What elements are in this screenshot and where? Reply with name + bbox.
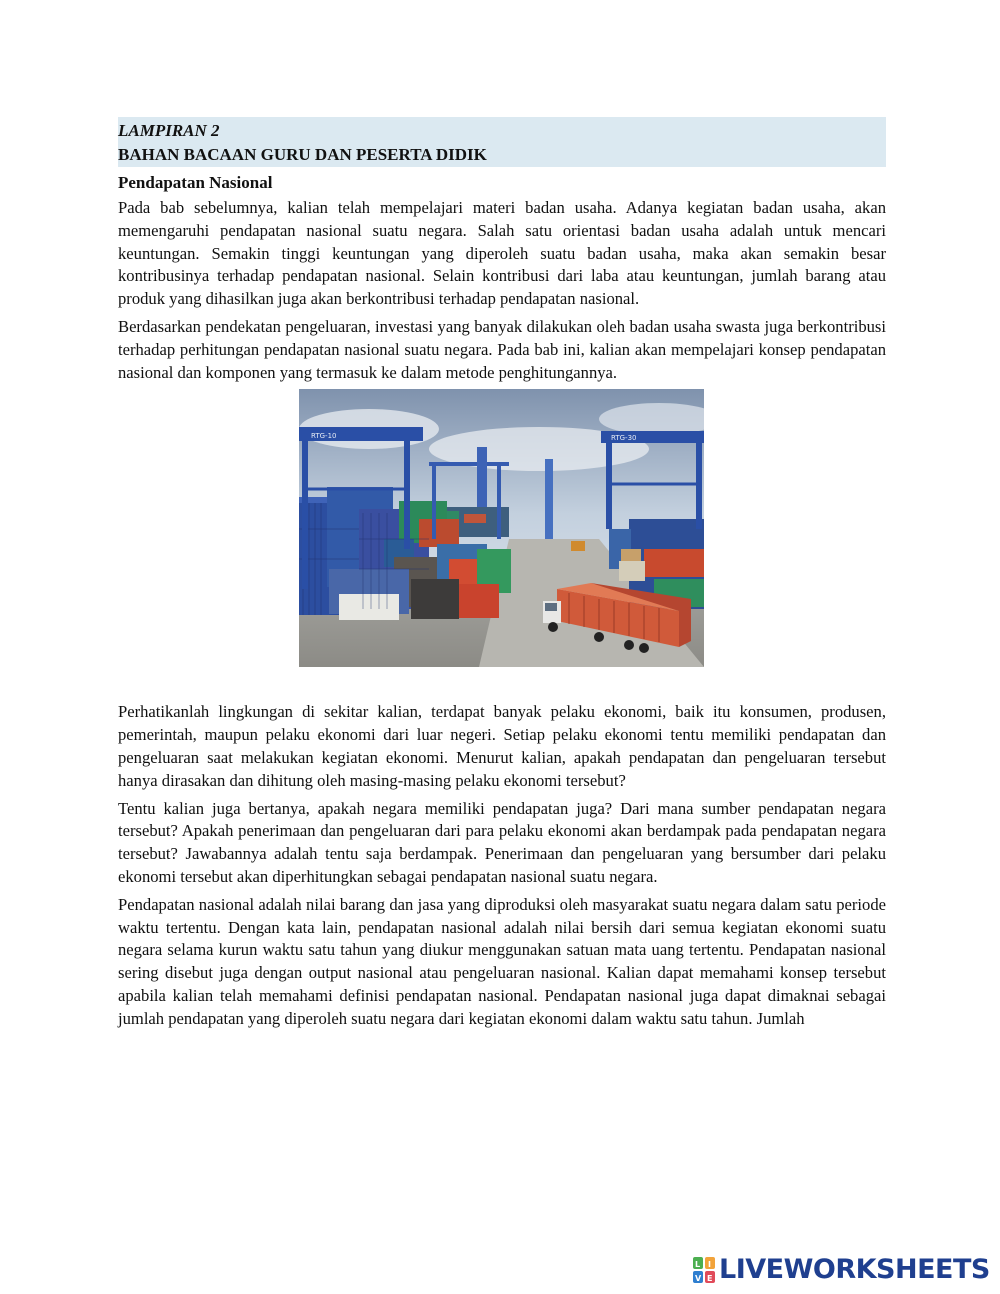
paragraph: Perhatikanlah lingkungan di sekitar kalian, terdapat banyak pelaku ekonomi, baik itu konsumen, produsen, pemerintah, maupun pelaku ekonomi dari luar negeri. Setiap pelaku ekonomi tentu memiliki pendapatan dan pengeluaran saat melakukan kegiatan ekonomi. Menurut kalian, apakah pendapatan dan pengeluaran tersebut hanya dirasakan dan dihitung oleh masing-masing pelaku ekonomi tersebut? — [118, 702, 886, 790]
container-port-photo — [299, 389, 704, 667]
paragraph: Pada bab sebelumnya, kalian telah mempelajari materi badan usaha. Adanya kegiatan badan usaha, akan memengaruhi pendapatan nasional suatu negara. Salah satu orientasi badan usaha adalah untuk mencari keuntungan. Semakin tinggi keuntungan yang diperoleh suatu badan usaha, maka akan semakin besar kontribusinya terhadap pendapatan nasional. Selain kontribusi dari laba atau keuntungan, jumlah barang atau produk yang dihasilkan juga akan berkontribusi terhadap pendapatan nasional. — [118, 198, 886, 309]
svg-text:V: V — [695, 1274, 702, 1283]
liveworksheets-logo[interactable] — [693, 1255, 990, 1285]
liveworksheets-mark-icon — [693, 1257, 715, 1283]
crane-label-left: RTG-10 — [311, 432, 337, 441]
paragraph: Tentu kalian juga bertanya, apakah negara memiliki pendapatan juga? Dari mana sumber pendapatan negara tersebut? Apakah penerimaan dan pengeluaran dari para pelaku ekonomi akan berdampak pada pendapatan negara tersebut? Jawabannya adalah tentu saja berdampak. Penerimaan dan pengeluaran yang bersumber dari pelaku ekonomi tersebut akan diperhitungkan sebagai pendapatan nasional suatu negara. — [118, 798, 886, 886]
svg-text:E: E — [707, 1274, 713, 1283]
crane-label-right: RTG-30 — [611, 434, 637, 443]
svg-text:L: L — [695, 1260, 701, 1269]
appendix-label: LAMPIRAN 2 — [118, 121, 220, 140]
paragraph: Berdasarkan pendekatan pengeluaran, investasi yang banyak dilakukan oleh badan usaha swasta juga berkontribusi terhadap perhitungan pendapatan nasional suatu negara. Pada bab ini, kalian akan mempelajari konsep pendapatan nasional dan komponen yang termasuk ke dalam metode penghitungannya. — [118, 316, 886, 382]
logo-text: LIVEWORKSHEETS — [719, 1254, 990, 1285]
paragraph: Pendapatan nasional adalah nilai barang dan jasa yang diproduksi oleh masyarakat suatu negara dalam satu periode waktu tertentu. Dengan kata lain, pendapatan nasional adalah nilai bersih dari semua kegiatan ekonomi suatu negara selama kurun waktu satu tahun yang diukur menggunakan satuan mata uang tertentu. Pendapatan nasional sering disebut juga dengan output nasional atau pengeluaran nasional. Kalian dapat memahami konsep tersebut apabila kalian telah memahami definisi pendapatan nasional. Pendapatan nasional juga dapat dimaknai sebagai jumlah pendapatan yang diperoleh suatu negara dari kegiatan ekonomi dalam waktu satu tahun. Jumlah — [118, 894, 886, 1028]
svg-text:I: I — [708, 1260, 711, 1269]
section-title: Pendapatan Nasional — [118, 173, 273, 192]
document-page — [118, 117, 886, 1036]
header-band — [118, 117, 886, 167]
document-title: BAHAN BACAAN GURU DAN PESERTA DIDIK — [118, 145, 487, 164]
